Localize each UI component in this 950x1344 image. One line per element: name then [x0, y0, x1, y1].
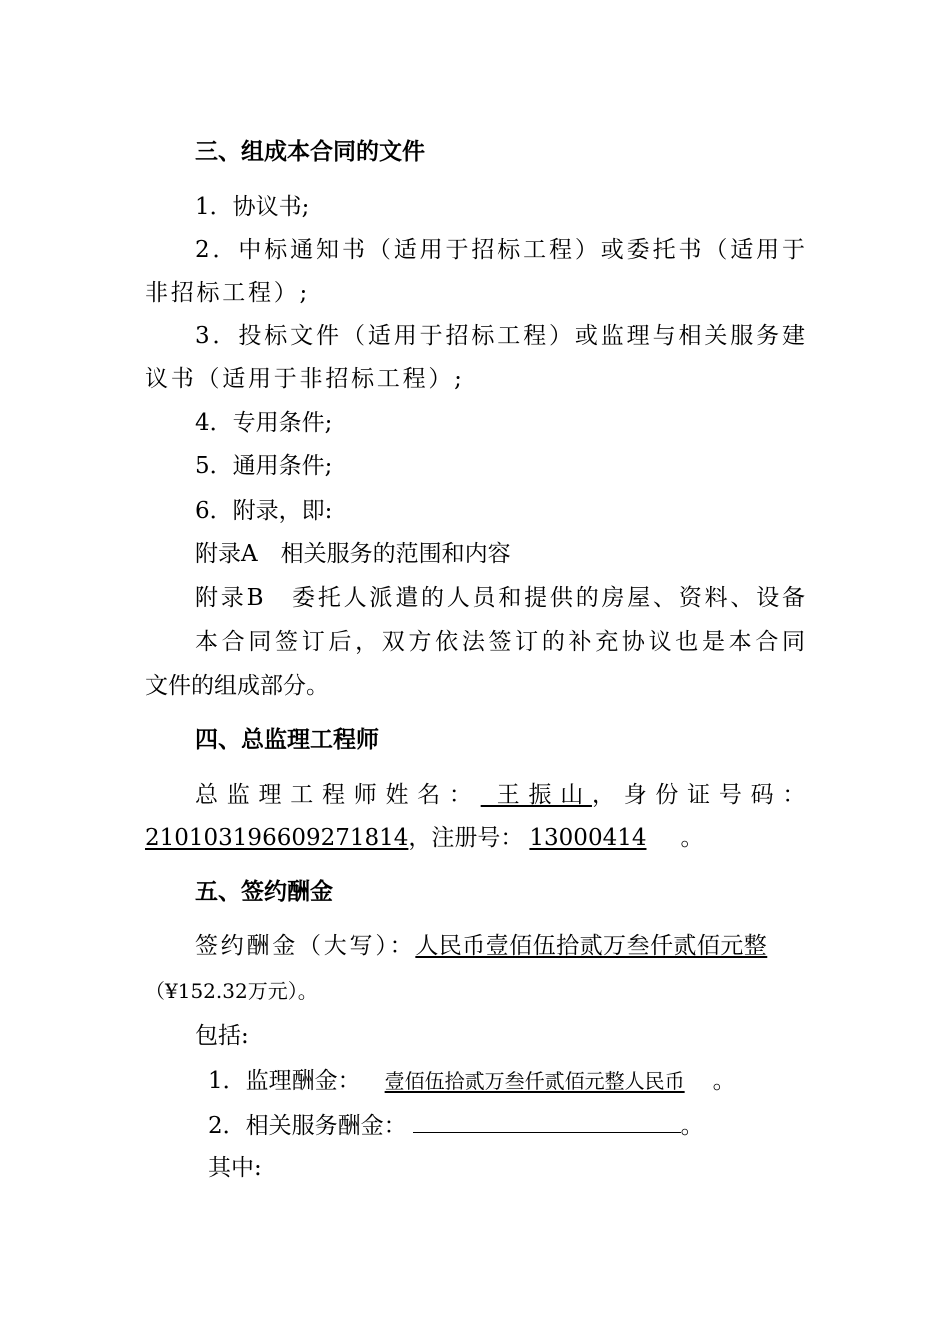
fee-row — [195, 931, 805, 961]
appendix-a: 附录A 相关服务的范围和内容 — [195, 541, 511, 567]
section3-item2-line2: 非招标工程）; — [145, 280, 311, 306]
section3-note-line1: 本合同签订后，双方依法签订的补充协议也是本合同 — [195, 629, 805, 655]
service-fee-row — [208, 1110, 805, 1141]
section3-item1: 1．协议书; — [195, 194, 310, 220]
section3-item2-line1: 2．中标通知书（适用于招标工程）或委托书（适用于 — [195, 237, 805, 263]
section3-item6: 6．附录，即: — [195, 498, 333, 524]
chief-engineer-name-label: 总监理工程师姓名： — [195, 782, 481, 808]
section4-heading: 四、总监理工程师 — [195, 726, 379, 753]
registration-value: 13000414 — [529, 825, 647, 851]
section3-item3-line2: 议书（适用于非招标工程）; — [145, 366, 465, 392]
section3-item4: 4．专用条件; — [195, 410, 333, 436]
supervision-fee-label: 1．监理酬金： — [208, 1068, 361, 1094]
supervision-fee-period: 。 — [712, 1068, 736, 1094]
supervision-fee-row — [208, 1066, 805, 1096]
section3-item5: 5．通用条件; — [195, 453, 333, 479]
fee-includes: 包括: — [195, 1023, 249, 1049]
service-fee-blank — [413, 1110, 681, 1133]
section3-item3-line1: 3．投标文件（适用于招标工程）或监理与相关服务建 — [195, 323, 805, 349]
chief-engineer-name-value: 王振山 — [480, 782, 592, 808]
section4-id-row — [145, 823, 805, 853]
fee-label: 签约酬金（大写）： — [195, 933, 416, 959]
fee-amount-figure: （¥152.32万元）。 — [145, 979, 318, 1003]
id-number-label: ，身份证号码： — [591, 782, 815, 808]
appendix-b: 附录B 委托人派遣的人员和提供的房屋、资料、设备 — [195, 585, 805, 611]
registration-period: 。 — [680, 825, 704, 851]
registration-label: ，注册号： — [408, 825, 524, 851]
section4-name-row — [195, 780, 815, 810]
service-fee-label: 2．相关服务酬金： — [208, 1113, 407, 1139]
service-fee-period: 。 — [680, 1113, 704, 1139]
section5-heading: 五、签约酬金 — [195, 878, 333, 905]
among-label: 其中: — [208, 1155, 262, 1181]
section3-heading: 三、组成本合同的文件 — [195, 138, 425, 165]
supervision-fee-value: 壹佰伍拾贰万叁仟贰佰元整人民币 — [384, 1069, 685, 1093]
id-number-value: 210103196609271814 — [145, 825, 409, 851]
section3-note-line2: 文件的组成部分。 — [145, 673, 329, 699]
fee-value: 人民币壹佰伍拾贰万叁仟贰佰元整 — [415, 933, 768, 959]
